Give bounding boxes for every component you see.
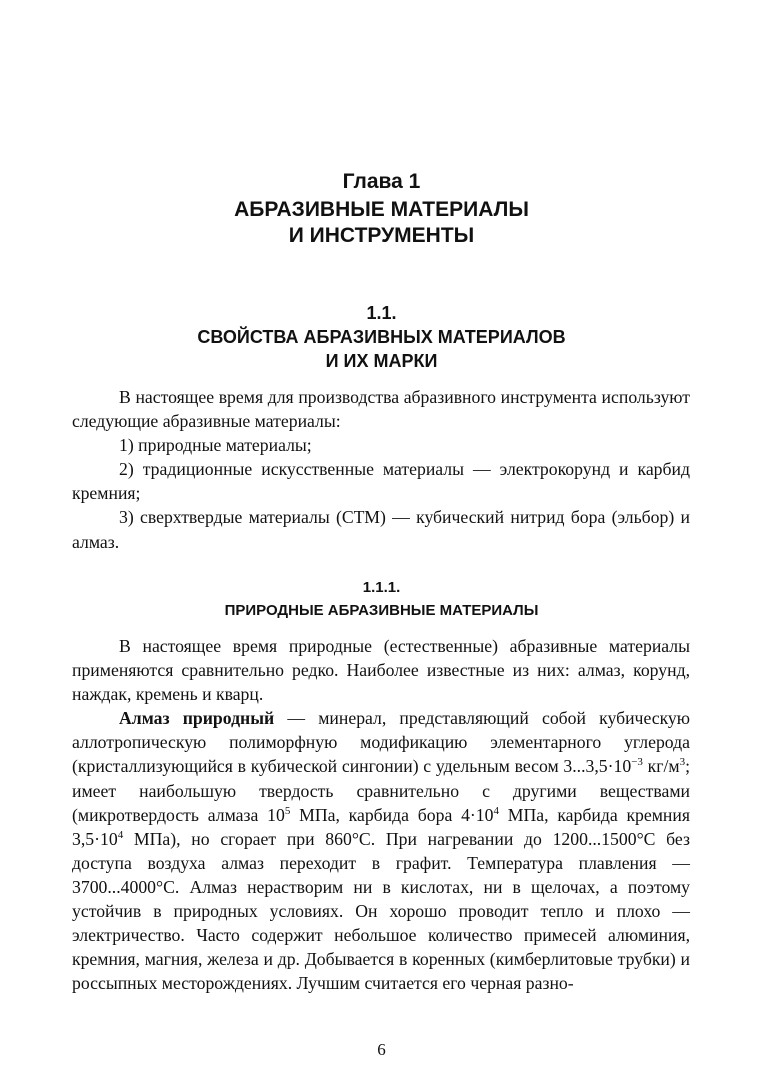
diamond-text-5: МПа, карбида кремния 3,5·10 <box>72 804 690 849</box>
list-item: 3) сверхтвердые материалы (СТМ) — кубический нитрид бора (эльбор) и алмаз. <box>72 507 690 552</box>
exponent: 4 <box>117 828 124 841</box>
exponent: −3 <box>631 756 643 769</box>
exponent: 4 <box>493 804 499 817</box>
section-title-line-2: И ИХ МАРКИ <box>325 351 438 371</box>
subsection-title: ПРИРОДНЫЕ АБРАЗИВНЫЕ МАТЕРИАЛЫ <box>224 602 539 619</box>
diamond-term: Алмаз природный <box>119 708 275 729</box>
exponent: 5 <box>284 804 291 817</box>
list-item: 1) природные материалы; <box>119 435 312 456</box>
section-title-line-1: СВОЙСТВА АБРАЗИВНЫХ МАТЕРИАЛОВ <box>197 327 566 347</box>
chapter-title-line-1: АБРАЗИВНЫЕ МАТЕРИАЛЫ <box>234 198 529 221</box>
subsection-paragraph-1: В настоящее время природные (естественные) абразивные материалы применяются сравнительно редко. Наиболее известные из них: алмаз, корунд, наждак, кремень и кварц. <box>72 636 690 705</box>
diamond-text-2: кг/м <box>642 756 680 777</box>
page-number: 6 <box>377 1040 386 1059</box>
diamond-paragraph <box>72 706 690 995</box>
section-intro-paragraph: В настоящее время для производства абразивного инструмента используют следующие абразивные материалы: <box>72 387 690 432</box>
list-item: 2) традиционные искусственные материалы — электрокорунд и карбид кремния; <box>72 459 690 504</box>
section-body <box>72 385 690 554</box>
subsection-number: 1.1.1. <box>362 579 401 596</box>
chapter-number: Глава 1 <box>342 170 421 193</box>
diamond-text-1: — минерал, представляющий собой кубическую аллотропическую полиморфную модификацию элементарного углерода (кристаллизующийся в кубической сингонии) с удельным весом 3...3,5·10 <box>72 708 690 777</box>
subsection-body <box>72 634 690 995</box>
diamond-text-6: МПа), но сгорает при 860°С. При нагревании до 1200...1500°С без доступа воздуха алмаз переходит в графит. Температура плавления — 3700...4000°С. Алмаз нерастворим ни в кислотах, ни в щелочах, а поэтому устойчив в природных условиях. Он хорошо проводит тепло и плохо — электричество. Часто содержит небольшое количество примесей алюминия, кремния, магния, железа и др. Добывается в коренных (кимберлитовые трубки) и россыпных месторождениях. Лучшим считается его черная разно- <box>72 828 690 994</box>
exponent: 3 <box>679 756 686 769</box>
diamond-text-4: МПа, карбида бора 4·10 <box>290 804 494 825</box>
chapter-title-line-2: И ИНСТРУМЕНТЫ <box>288 224 475 247</box>
diamond-text-3: ; имеет наибольшую твердость сравнительно с другими веществами (микротвердость алмаза 10 <box>72 756 690 825</box>
section-number: 1.1. <box>366 303 397 323</box>
